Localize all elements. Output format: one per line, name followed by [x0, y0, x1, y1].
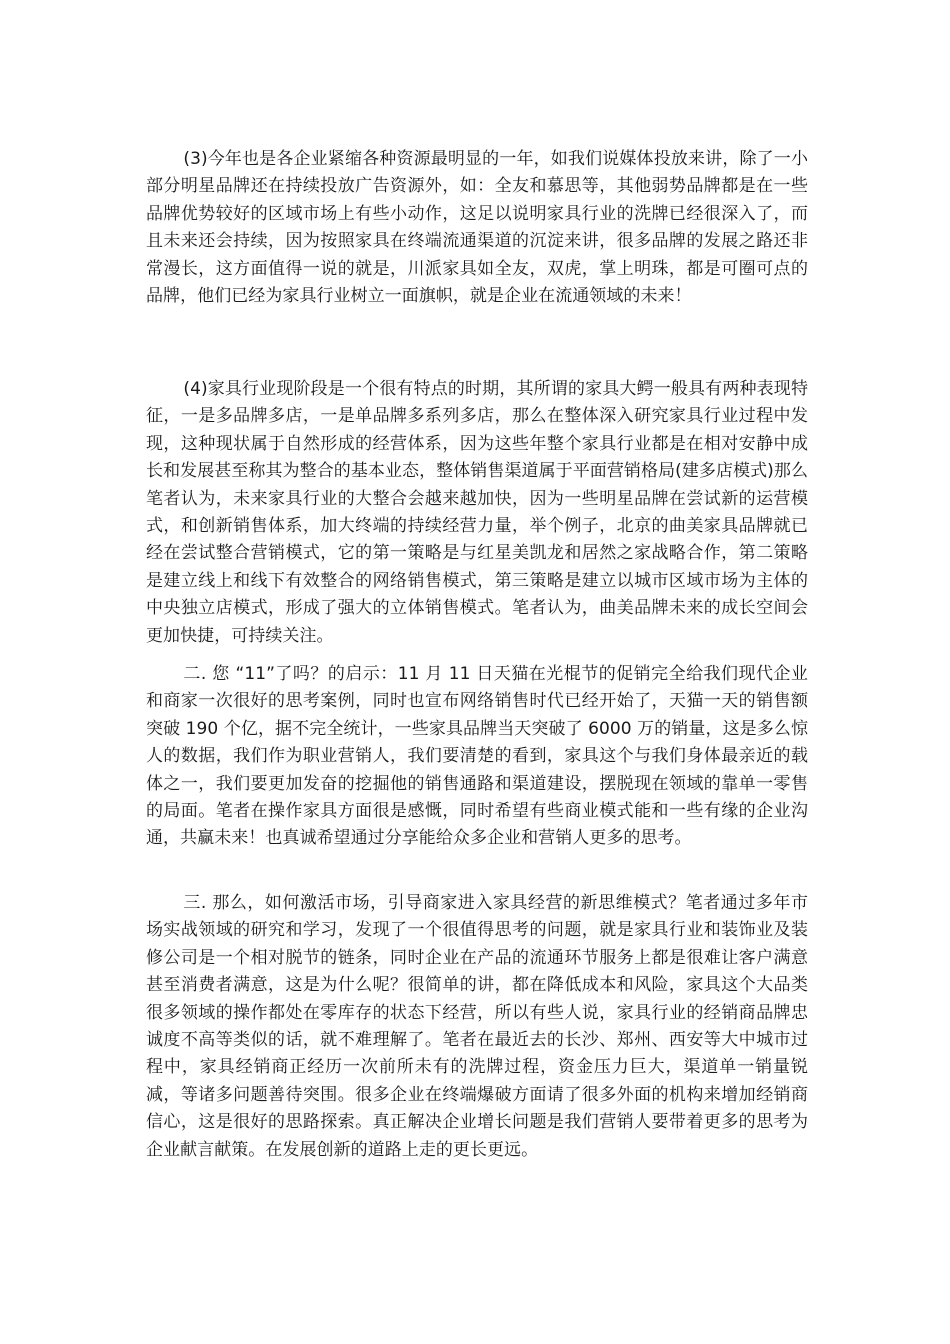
paragraph-industry-integration: (4)家具行业现阶段是一个很有特点的时期，其所谓的家具大鳄一般具有两种表现特征，一是多品牌多店，一是单品牌多系列多店，那么在整体深入研究家具行业过程中发现，这种现状属于自然形成的经营体系，因为这些年整个家具行业都是在相对安静中成长和发展甚至称其为整合的基本业态，整体销售渠道属于平面营销格局(建多店模式)那么笔者认为，未来家具行业的大整合会越来越加快，因为一些明星品牌在尝试新的运营模式，和创新销售体系，加大终端的持续经营力量，举个例子，北京的曲美家具品牌就已经在尝试整合营销模式，它的第一策略是与红星美凯龙和居然之家战略合作，第二策略是建立线上和线下有效整合的网络销售模式，第三策略是建立以城市区域市场为主体的中央独立店模式，形成了强大的立体销售模式。笔者认为，曲美品牌未来的成长空间会更加快捷，可持续关注。: [146, 379, 808, 646]
paragraph-activate-market: 三. 那么，如何激活市场，引导商家进入家具经营的新思维模式？笔者通过多年市场实战领域的研究和学习，发现了一个很值得思考的问题，就是家具行业和装饰业及装修公司是一个相对脱节的链条，同时企业在产品的流通环节服务上都是很难让客户满意甚至消费者满意，这是为什么呢？很简单的讲，都在降低成本和风险，家具这个大品类很多领域的操作都处在零库存的状态下经营，所以有些人说，家具行业的经销商品牌忠诚度不高等类似的话，就不难理解了。笔者在最近去的长沙、郑州、西安等大中城市过程中，家具经销商正经历一次前所未有的洗牌过程，资金压力巨大，渠道单一销量锐减，等诸多问题善待突围。很多企业在终端爆破方面请了很多外面的机构来增加经销商信心，这是很好的思路探索。真正解决企业增长问题是我们营销人要带着更多的思考为企业献言献策。在发展创新的道路上走的更长更远。: [146, 893, 808, 1160]
paragraph-singles-day-insight: 二. 您 “11”了吗？的启示：11 月 11 日天猫在光棍节的促销完全给我们现代企业和商家一次很好的思考案例，同时也宣布网络销售时代已经开始了，天猫一天的销售额突破 190 个亿，据不完全统计，一些家具品牌当天突破了 6000 万的销量，这是多么惊人的数据，我们作为职业营销人，我们要清楚的看到，家具这个与我们身体最亲近的载体之一，我们要更加发奋的挖掘他的销售通路和渠道建设，摆脱现在领域的靠单一零售的局面。笔者在操作家具方面很是感慨，同时希望有些商业模式能和一些有缘的企业沟通，共赢未来！也真诚希望通过分享能给众多企业和营销人更多的思考。: [146, 664, 808, 849]
paragraph-media-investment: (3)今年也是各企业紧缩各种资源最明显的一年，如我们说媒体投放来讲，除了一小部分明星品牌还在持续投放广告资源外，如：全友和慕思等，其他弱势品牌都是在一些品牌优势较好的区域市场上有些小动作，这足以说明家具行业的洗牌已经很深入了，而且未来还会持续，因为按照家具在终端流通渠道的沉淀来讲，很多品牌的发展之路还非常漫长，这方面值得一说的就是，川派家具如全友，双虎，掌上明珠，都是可圈可点的品牌，他们已经为家具行业树立一面旗帜，就是企业在流通领域的未来！: [146, 149, 808, 307]
